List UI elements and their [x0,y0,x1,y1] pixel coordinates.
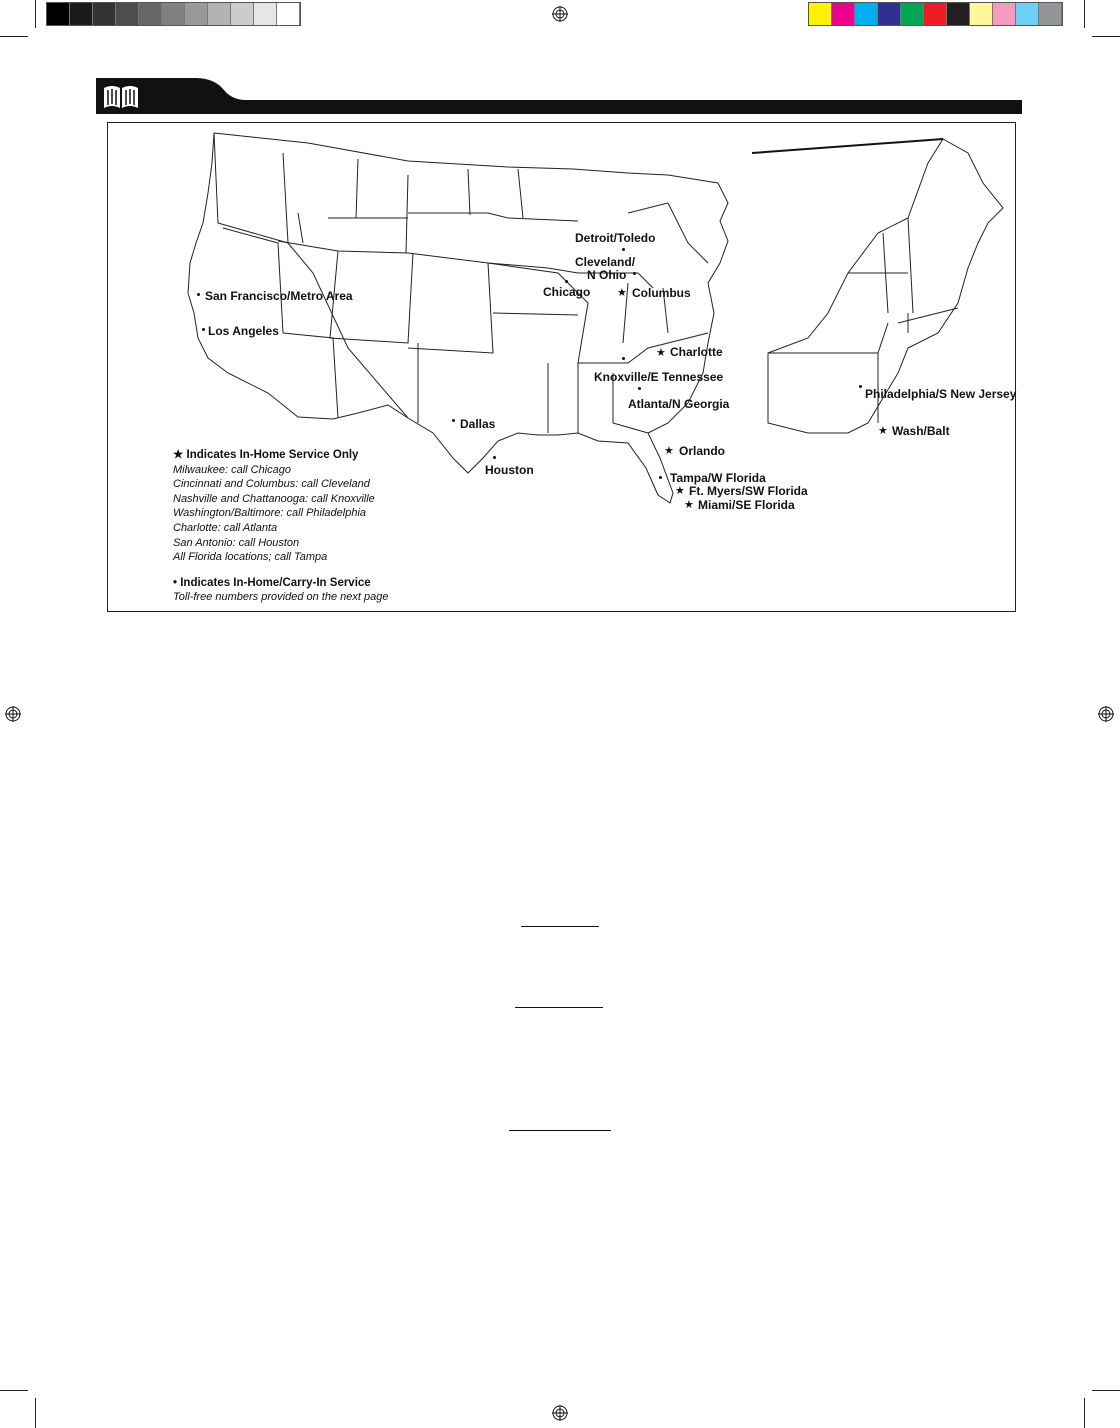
city-label-houston: Houston [485,463,534,477]
legend-footer: Toll-free numbers provided on the next page [173,591,389,604]
city-marker-dot [202,328,205,331]
registration-mark-icon [552,1405,568,1421]
city-marker-dot [622,357,625,360]
crop-mark [0,36,28,37]
city-marker-dot [452,419,455,422]
map-legend [173,448,388,605]
city-marker-dot [633,272,636,275]
blank-rule [515,1007,603,1008]
legend-note: Cincinnati and Columbus: call Cleveland [173,478,370,491]
city-label-miami: Miami/SE Florida [698,498,795,512]
city-label-chicago: Chicago [543,285,591,299]
city-marker-dot [565,280,568,283]
city-label-cleveland: Cleveland/ [575,255,636,269]
legend-note: San Antonio: call Houston [173,536,300,549]
gray-swatch [231,3,254,25]
city-marker-dot [493,456,496,459]
city-label-columbus: Columbus [632,286,691,300]
city-marker-star-icon: ★ [617,287,627,299]
crop-mark [0,1390,28,1391]
color-swatch [832,3,855,25]
gray-swatch [116,3,139,25]
legend-note: Nashville and Chattanooga: call Knoxville [173,492,375,505]
city-label-charlotte: Charlotte [670,345,723,359]
star-icon: ★ [173,449,184,461]
gray-swatch [162,3,185,25]
registration-mark-icon [5,706,21,722]
legend-note: Washington/Baltimore: call Philadelphia [173,507,367,520]
color-swatch [970,3,993,25]
gray-swatch [277,3,300,25]
color-swatch [1016,3,1039,25]
city-label-losangeles: Los Angeles [208,324,279,338]
section-header-bar [96,78,1022,114]
gray-swatch [93,3,116,25]
gray-swatch [208,3,231,25]
grayscale-bar [46,2,301,26]
city-label-tampa: Tampa/W Florida [670,471,766,485]
crop-mark [1084,0,1085,28]
city-label-atlanta: Atlanta/N Georgia [628,397,730,411]
blank-rule [509,1130,611,1131]
city-marker-dot [638,387,641,390]
color-bar [808,2,1063,26]
registration-mark-icon [552,6,568,22]
city-label-philadelphia: Philadelphia/S New Jersey [865,387,1017,401]
city-marker-dot [197,293,200,296]
city-marker-star-icon: ★ [675,485,685,497]
crop-mark [35,0,36,28]
color-swatch [924,3,947,25]
city-label-knoxville: Knoxville/E Tennessee [594,370,724,384]
crop-mark [1092,36,1120,37]
color-swatch [809,3,832,25]
gray-swatch [139,3,162,25]
gray-swatch [254,3,277,25]
city-label-sanfrancisco: San Francisco/Metro Area [205,289,353,303]
city-marker-star-icon: ★ [656,347,666,359]
legend-note: Charlotte: call Atlanta [173,521,278,534]
city-marker-star-icon: ★ [664,445,674,457]
city-label-orlando: Orlando [679,444,726,458]
dot-icon: • [173,576,178,589]
city-label-washbalt: Wash/Balt [892,424,950,438]
legend-note: Milwaukee: call Chicago [173,463,291,476]
city-marker-star-icon: ★ [684,499,694,511]
legend-note: All Florida locations; call Tampa [173,551,328,564]
color-swatch [1039,3,1062,25]
crop-mark [35,1398,36,1428]
color-swatch [901,3,924,25]
city-label-ftmyers: Ft. Myers/SW Florida [689,484,808,498]
color-swatch [878,3,901,25]
city-label-cleveland-line2: N Ohio [587,268,627,282]
city-marker-star-icon: ★ [878,425,888,437]
color-swatch [993,3,1016,25]
blank-rule [521,926,599,927]
registration-mark-icon [1098,706,1114,722]
crop-mark [1092,1390,1120,1391]
gray-swatch [70,3,93,25]
city-label-detroit: Detroit/Toledo [575,231,656,245]
gray-swatch [47,3,70,25]
city-marker-dot [859,385,862,388]
gray-swatch [185,3,208,25]
legend-star-heading: ★ Indicates In-Home Service Only [173,449,359,461]
color-swatch [947,3,970,25]
city-label-dallas: Dallas [460,417,496,431]
city-marker-dot [622,248,625,251]
color-swatch [855,3,878,25]
crop-mark [1084,1398,1085,1428]
city-marker-dot [659,476,662,479]
legend-dot-heading: • Indicates In-Home/Carry-In Service [173,576,371,589]
